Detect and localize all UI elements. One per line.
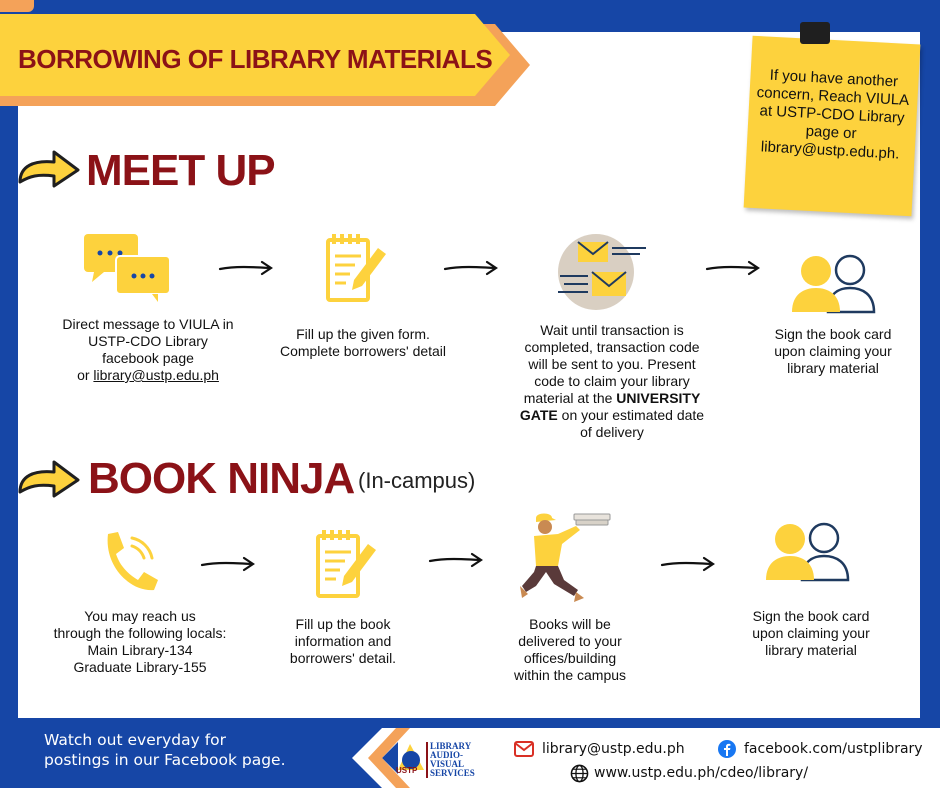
- arrow-right-icon: [16, 460, 82, 500]
- step-caption: [730, 608, 892, 659]
- step-caption: [258, 326, 468, 360]
- caption-line: USTP-CDO Library: [88, 333, 208, 349]
- caption-line: library material: [765, 642, 857, 658]
- form-icon: [322, 232, 390, 304]
- delivery-man-icon: [518, 510, 614, 610]
- footer-website[interactable]: www.ustp.edu.ph/cdeo/library/: [594, 765, 809, 781]
- binder-clip-icon: [800, 22, 830, 44]
- caption-line: Direct message to VIULA in: [62, 316, 234, 332]
- step-caption: [500, 322, 724, 441]
- arrow-right-icon: [200, 556, 256, 572]
- arrow-right-icon: [660, 556, 716, 572]
- caption-line: Main Library-134: [87, 642, 193, 658]
- caption-line: Wait until transaction is: [540, 322, 684, 338]
- footer-tagline: [44, 730, 314, 770]
- users-icon: [790, 254, 880, 314]
- caption-text: or: [77, 367, 94, 383]
- caption-line: You may reach us: [84, 608, 196, 624]
- section-title-book-ninja: BOOK NINJA: [88, 454, 355, 503]
- step-caption: [258, 616, 428, 667]
- caption-line: delivered to your: [518, 633, 622, 649]
- footer-facebook[interactable]: facebook.com/ustplibrary: [744, 741, 923, 757]
- page-title: BORROWING OF LIBRARY MATERIALS: [18, 44, 493, 74]
- caption-line: [500, 390, 724, 407]
- caption-text: on your estimated date: [557, 407, 705, 423]
- caption-line: Books will be: [529, 616, 611, 632]
- corner-decoration: [0, 0, 34, 12]
- section-title-meet-up: MEET UP: [86, 146, 275, 195]
- arrow-right-icon: [428, 552, 484, 568]
- caption-line: Fill up the book: [295, 616, 391, 632]
- caption-line: Sign the book card: [774, 326, 892, 342]
- section-subtitle: (In-campus): [358, 468, 476, 493]
- step-caption: [752, 326, 914, 377]
- form-icon: [312, 528, 380, 600]
- library-logo: [396, 740, 478, 780]
- tagline-line: postings in our Facebook page.: [44, 751, 286, 769]
- logo-text: [426, 742, 475, 778]
- caption-line: upon claiming your: [752, 625, 870, 641]
- footer-email[interactable]: library@ustp.edu.ph: [542, 741, 685, 757]
- caption-line: library material: [787, 360, 879, 376]
- caption-line: completed, transaction code: [524, 339, 700, 355]
- caption-line: through the following locals:: [53, 625, 227, 641]
- caption-bold: UNIVERSITY: [616, 390, 701, 406]
- step-caption: [40, 608, 240, 676]
- caption-line: upon claiming your: [774, 343, 892, 359]
- caption-line: of delivery: [580, 424, 644, 440]
- caption-line: offices/building: [523, 650, 617, 666]
- caption-line: Sign the book card: [752, 608, 870, 624]
- caption-line: Graduate Library-155: [73, 659, 207, 675]
- chat-bubbles-icon: [82, 232, 172, 304]
- logo-line: SERVICES: [430, 768, 475, 778]
- caption-line: facebook page: [102, 350, 194, 366]
- logo-line: VISUAL: [430, 759, 465, 769]
- arrow-right-icon: [443, 260, 499, 276]
- globe-icon: [570, 764, 589, 783]
- logo-line: LIBRARY: [430, 741, 472, 751]
- caption-text: material at the: [523, 390, 617, 406]
- caption-line: borrowers' detail.: [289, 650, 397, 666]
- email-link[interactable]: library@ustp.edu.ph: [93, 367, 219, 383]
- caption-line: Fill up the given form.: [296, 326, 430, 342]
- phone-icon: [100, 530, 160, 594]
- logo-line: AUDIO-: [430, 750, 463, 760]
- tagline-line: Watch out everyday for: [44, 731, 227, 749]
- caption-line: code to claim your library: [534, 373, 690, 389]
- caption-line: within the campus: [513, 667, 627, 683]
- caption-line: will be sent to you. Present: [528, 356, 696, 372]
- caption-line: [48, 367, 248, 384]
- facebook-icon: [718, 740, 736, 758]
- users-icon: [764, 522, 854, 582]
- step-caption: [494, 616, 646, 684]
- step-caption: [48, 316, 248, 384]
- caption-line: [500, 407, 724, 424]
- mail-icon: [556, 232, 648, 312]
- arrow-right-icon: [218, 260, 274, 276]
- note-text: If you have another concern, Reach VIULA at USTP-CDO Library page or library@ustp.edu.ph.: [756, 66, 910, 163]
- caption-line: information and: [294, 633, 392, 649]
- logo-short: USTP: [396, 766, 418, 775]
- gmail-icon: [514, 741, 534, 757]
- arrow-right-icon: [705, 260, 761, 276]
- caption-line: Complete borrowers' detail: [279, 343, 447, 359]
- caption-bold: GATE: [519, 407, 558, 423]
- arrow-right-icon: [16, 150, 82, 190]
